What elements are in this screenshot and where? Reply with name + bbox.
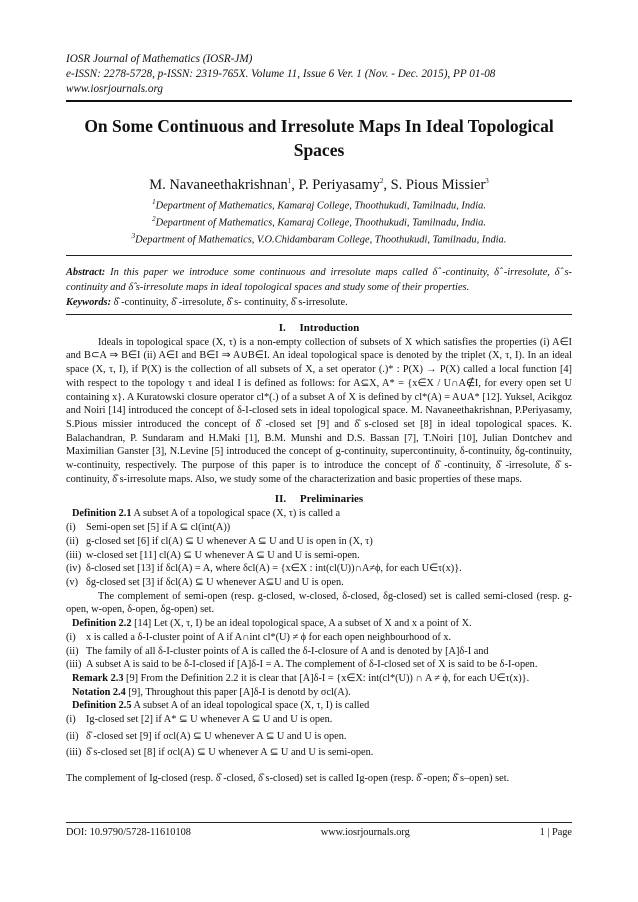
definition-2-1: Definition 2.1 A subset A of a topological space (X, τ) is called a [72, 508, 341, 520]
journal-website: www.iosrjournals.org [66, 83, 163, 95]
definition-2-1-complement: The complement of semi-open (resp. g-closed, w-closed, δ-closed, δg-closed) set is called semi-closed (resp. g-open, w-open, δ-open, δg-open) set. [66, 590, 572, 616]
footer-line [66, 827, 572, 838]
author-list: M. Navaneethakrishnan$^1$, P. Periyasamy$^2$, S. Pious Missier$^3$ [149, 176, 489, 193]
section-preliminaries-heading: II. Preliminaries [274, 493, 364, 506]
title-line-2: Spaces [293, 140, 345, 160]
notation-2-4: Notation 2.4 [9], Throughout this paper [A]δ-I is denotd by σcl(A). [72, 686, 351, 698]
definition-2-5: Definition 2.5 A subset A of an ideal topological space (X, τ, I) is called [72, 700, 370, 712]
author-2: P. Periyasamy [298, 176, 380, 193]
list-item: (iii) δ̂ s-closed set [8] if σcl(A) ⊆ U whenever A ⊆ U and U is semi-open. [66, 747, 374, 759]
list-item: (iv) δ-closed set [13] if δcl(A) = A, where δcl(A) = {x∈X : int(cl(U))∩A≠ϕ, for each U∈τ(x)}. [66, 563, 462, 575]
footer-doi: DOI: 10.9790/5728-11610108 [66, 827, 191, 838]
abstract-label: Abstract: [66, 266, 106, 278]
list-item: (i) x is called a δ-I-cluster point of A if A∩int cl*(U) ≠ ϕ for each open neighbourhood of x. [66, 631, 452, 643]
affiliation-1: $^1$Department of Mathematics, Kamaraj College, Thoothukudi, Tamilnadu, India. [152, 197, 486, 212]
title-line-1: On Some Continuous and Irresolute Maps In Ideal Topological [84, 116, 554, 136]
remark-2-3: Remark 2.3 [9] From the Definition 2.2 it is clear that [A]δ-I = {x∈X: int(cl*(U)) ∩ A ≠ ϕ, for each U∈τ(x)}. [72, 672, 530, 684]
keywords [66, 296, 572, 310]
footer-page-number: 1 | Page [539, 827, 572, 838]
list-item: (v) δg-closed set [3] if δcl(A) ⊆ U whenever A⊆U and U is open. [66, 576, 344, 588]
footer-website: www.iosrjournals.org [320, 827, 410, 838]
list-item: (ii) δ̂ -closed set [9] if σcl(A) ⊆ U whenever A ⊆ U and U is open. [66, 730, 347, 742]
list-item: (iii) w-closed set [11] cl(A) ⊆ U whenever A ⊆ U and U is semi-open. [66, 549, 360, 561]
list-item: (iii) A subset A is said to be δ-I-closed if [A]δ-I = A. The complement of δ-I-closed set of X is said to be δ-I-open. [66, 659, 538, 671]
definition-2-2: Definition 2.2 [14] Let (X, τ, I) be an ideal topological space, A a subset of X and x a point of X. [72, 618, 472, 630]
list-item: (i) Semi-open set [5] if A ⊆ cl(int(A)) [66, 522, 231, 534]
keywords-label: Keywords: [66, 296, 112, 308]
abstract-top-rule [66, 255, 572, 256]
header-rule [66, 100, 572, 102]
paper-title [66, 114, 572, 162]
introduction-paragraph: Ideals in topological space (X, τ) is a non-empty collection of subsets of X which satisfies the properties (i) A∈I and B⊂A ⇒ B∈I (ii) A∈I and B∈I ⇒ A∪B∈I. An ideal topological space is denoted by the triplet (X, τ, I). In an ideal space (X, τ, I), if P(X) is the collection of all subsets of X, a set operator (.)* : P(X) → P(X) called a local function [4] with respect to the topology τ and ideal I is defined as follows: for A⊆X, A* = {x∈X / U∩A∉I, for every open set U containing x}. A Kuratowski closure operator cl*(.) of a subset A of X is defined by cl*(A) = A∪A* [12]. Yuksel, Acikgoz and Noiri [14] introduced the concept of δ-I-closed sets in ideal topological space. M. Navaneethakrishnan, P.Periyasamy, S.Pious missier introduced the concept of δ̂ -closed set [9] and δ̂ s-closed set [8] in ideal topological spaces. K. Balachandran, P. Sundaram and H.Maki [1], B.M. Munshi and D.S. Bassan [7], T.Noiri [10], Julian Dontchev and Maximilian Ganster [3], N.Levine [5] introduced the concept of g-continuity, supercontinuity, δ-continuity, δg-continuity, w-continuity, respectively. The purpose of this paper is to introduce the concept of δ̂ -continuity, δ̂ -irresolute, δ̂ s-continuity, δ̂ s-irresolute maps. Also, we study some of the characterization and basic properties of these maps. [66, 336, 572, 485]
author-1: M. Navaneethakrishnan [149, 176, 288, 193]
paper-page [66, 52, 572, 786]
list-item: (ii) g-closed set [6] if cl(A) ⊆ U whenever A ⊆ U and U is open in (X, τ) [66, 535, 373, 547]
section-introduction-heading: I. Introduction [278, 321, 360, 334]
affiliation-3: $^3$Department of Mathematics, V.O.Chidambaram College, Thoothukudi, Tamilnadu, India. [131, 231, 507, 246]
journal-issn: e-ISSN: 2278-5728, p-ISSN: 2319-765X. Volume 11, Issue 6 Ver. 1 (Nov. - Dec. 2015), PP 01-08 [66, 68, 496, 80]
footer-rule [66, 822, 572, 823]
affiliations [66, 196, 572, 247]
affiliation-2: $^2$Department of Mathematics, Kamaraj College, Thoothukudi, Tamilnadu, India. [152, 214, 486, 229]
abstract [66, 265, 572, 295]
list-item: (i) Ig-closed set [2] if A* ⊆ U whenever A ⊆ U and U is open. [66, 714, 333, 726]
list-item: (ii) The family of all δ-I-cluster points of A is called the δ-I-closure of A and is denoted by [A]δ-I and [66, 645, 489, 657]
abstract-bottom-rule [66, 314, 572, 315]
page-footer [66, 822, 572, 838]
keywords-text: δ̂ -continuity, δ̂ -irresolute, δ̂ s- continuity, δ̂ s-irresolute. [113, 296, 348, 308]
definition-2-5-complement: The complement of Ig-closed (resp. δ̂ -closed, δ̂ s-closed) set is called Ig-open (resp. δ̂ -open; δ̂ s–open) set. [66, 773, 510, 785]
abstract-text: In this paper we introduce some continuous and irresolute maps called δ̂ -continuity, δ̂ -irresolute, δ̂ s-continuity and δ̂ s-irresolute maps in ideal topological spaces and study some of their properties. [66, 266, 572, 293]
author-3: S. Pious Missier [390, 176, 486, 193]
journal-name: IOSR Journal of Mathematics (IOSR-JM) [66, 53, 253, 65]
